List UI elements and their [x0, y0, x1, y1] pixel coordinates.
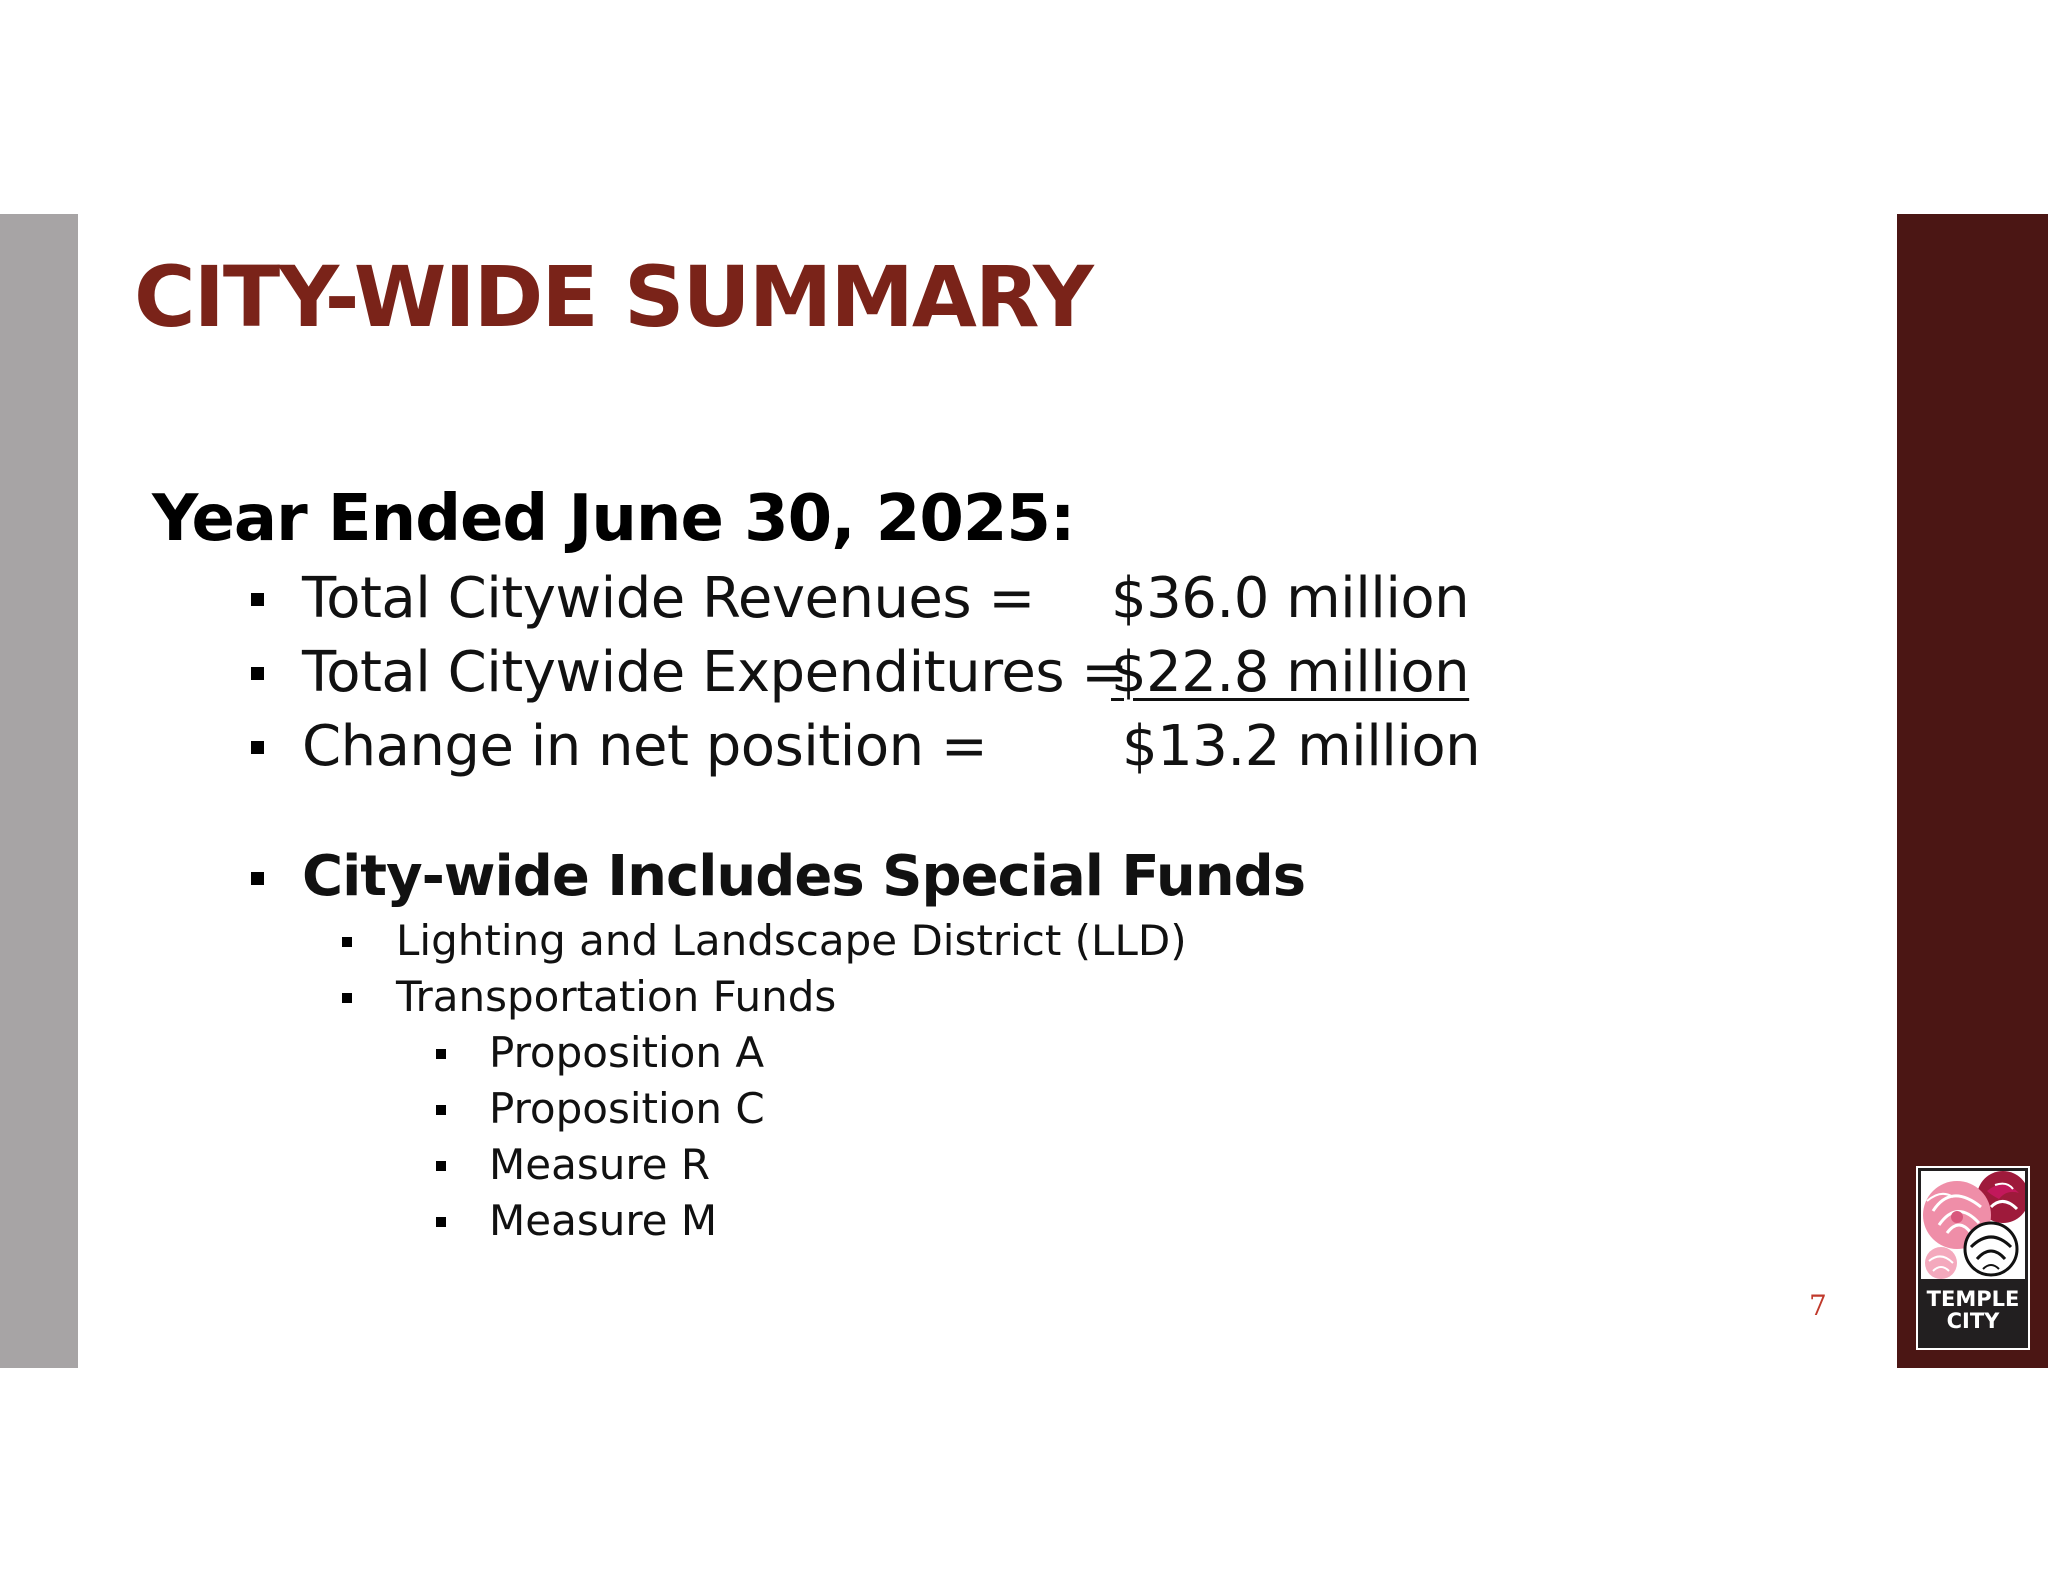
slide: [0, 214, 2048, 1368]
year-heading: Year Ended June 30, 2025:: [152, 482, 1075, 556]
bullet-icon: [251, 593, 264, 606]
bullet-icon: [436, 1217, 446, 1227]
bullet-icon: [251, 872, 264, 885]
bullet-icon: [342, 937, 352, 947]
list-item-label: Transportation Funds: [396, 972, 837, 1021]
bullet-icon: [251, 667, 264, 680]
summary-label: Total Citywide Revenues =: [302, 566, 1035, 631]
list-item-label: Measure R: [489, 1140, 711, 1189]
logo-text-line2: CITY: [1946, 1309, 2000, 1333]
special-funds-heading: City-wide Includes Special Funds: [302, 844, 1306, 909]
temple-city-logo: [1916, 1166, 2030, 1350]
bullet-icon: [342, 993, 352, 1003]
bullet-icon: [436, 1105, 446, 1115]
rose-flower-icon: [1921, 1171, 2025, 1279]
summary-amount: $22.8 million: [1111, 640, 1470, 705]
list-item-label: Proposition C: [489, 1084, 765, 1133]
logo-text-line1: TEMPLE: [1926, 1287, 2020, 1311]
left-accent-bar: [0, 214, 78, 1368]
bullet-icon: [251, 741, 264, 754]
page-number: 7: [1809, 1289, 1827, 1322]
bullet-icon: [436, 1049, 446, 1059]
summary-label: Total Citywide Expenditures =: [302, 640, 1128, 705]
summary-amount: $36.0 million: [1111, 566, 1470, 631]
slide-title: CITY-WIDE SUMMARY: [134, 248, 1092, 346]
bullet-icon: [436, 1161, 446, 1171]
summary-amount: $13.2 million: [1122, 714, 1481, 779]
summary-label: Change in net position =: [302, 714, 988, 779]
list-item-label: Measure M: [489, 1196, 718, 1245]
list-item-label: Lighting and Landscape District (LLD): [396, 916, 1187, 965]
list-item-label: Proposition A: [489, 1028, 765, 1077]
